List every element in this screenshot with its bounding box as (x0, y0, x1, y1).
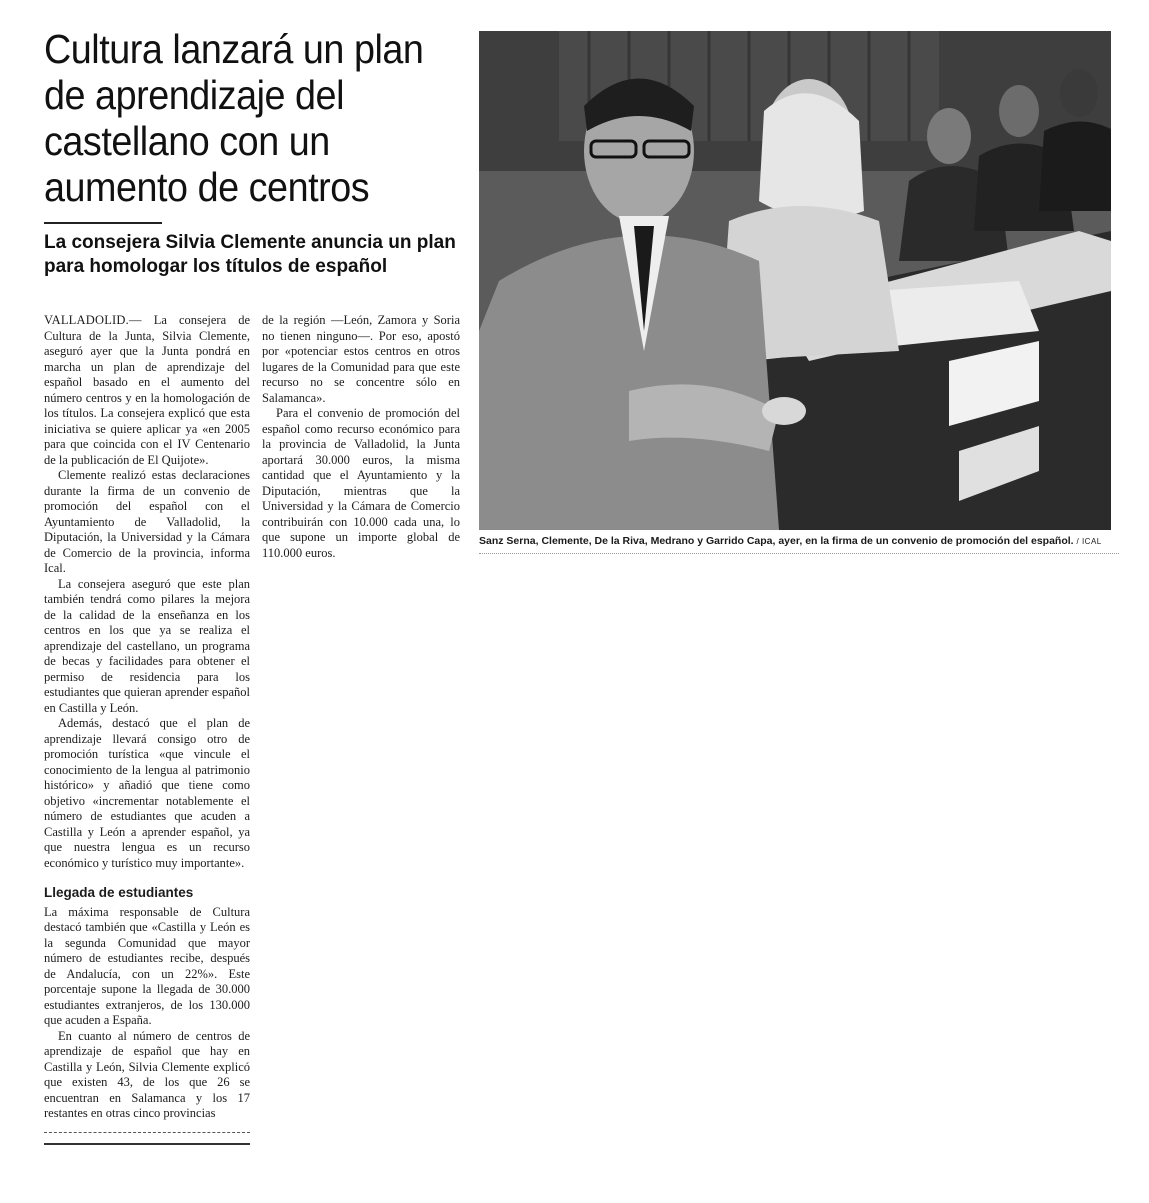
paragraph-3: La consejera aseguró que este plan también tendrá como pilares la mejora de la calidad de la enseñanza en los centros en los que ya se realiza el aprendizaje del castellano, un programa de becas y facilidades para obtener el permiso de residencia para los estudiantes que quieran aprender español en Castilla y León. (44, 576, 250, 715)
headline-divider (44, 222, 162, 224)
headline: Cultura lanzará un plan de aprendizaje del castellano con un aumento de centros (44, 26, 424, 210)
paragraph-8: Para el convenio de promoción del español como recurso económico para la provincia de Valladolid, la Junta aportará 30.000 euros, la misma cantidad que el Ayuntamiento y la Diputación, mientras que la Universidad y la Cámara de Comercio contribuirán con 10.000 cada una, lo que supone un importe global de 110.000 euros. (262, 406, 460, 560)
news-photo (479, 31, 1111, 530)
paragraph-1-text: La consejera de Cultura de la Junta, Silvia Clemente, aseguró ayer que la Junta pondrá en marcha un plan de aprendizaje del español basado en el aumento del número centros y en la homologación de los títulos. La consejera explicó que esta iniciativa se quiere aplicar ya «en 2005 para que coincida con el IV Centenario de la publicación de El Quijote». (44, 313, 250, 467)
paragraph-5: La máxima responsable de Cultura destacó también que «Castilla y León es la segunda Comunidad que mayor número de estudiantes recibe, después de Andalucía, con un 22%». Este porcentaje supone la llegada de 30.000 estudiantes extranjeros, de los 130.000 que acuden a España. (44, 904, 250, 1027)
section-heading: Llegada de estudiantes (44, 885, 194, 900)
paragraph-2: Clemente realizó estas declaraciones durante la firma de un convenio de promoción del español con el Ayuntamiento de Valladolid, la Diputación, la Universidad y la Cámara de Comercio de la provincia, informa Ical. (44, 468, 250, 575)
photo-illustration (479, 31, 1111, 530)
article-column-1 (44, 313, 250, 1122)
column-end-rule (44, 1132, 250, 1145)
photo-credit: / ICAL (1076, 537, 1102, 546)
paragraph-4: Además, destacó que el plan de aprendizaje llevará consigo otro de promoción turística «que vincule el conocimiento de la lengua al patrimonio histórico» y añadió que tiene como objetivo «incrementar notablemente el número de estudiantes que acuden a Castilla y León a aprender español, ya que nuestra lengua es un recurso económico y turístico muy importante». (44, 716, 250, 870)
photo-caption (479, 534, 1119, 549)
paragraph-1 (44, 313, 250, 468)
dateline: VALLADOLID.— (44, 313, 142, 327)
paragraph-6: En cuanto al número de centros de aprendizaje de español que hay en Castilla y León, Silvia Clemente explicó que existen 43, de los que 26 se encuentran en Salamanca y los 17 restantes en otras cinco provincias (44, 1028, 250, 1120)
paragraph-7: de la región —León, Zamora y Soria no tienen ninguno—. Por eso, apostó por «potenciar estos centros en otros lugares de la Comunidad para que este recurso no se concentre sólo en Salamanca». (262, 313, 460, 405)
caption-text: Sanz Serna, Clemente, De la Riva, Medrano y Garrido Capa, ayer, en la firma de un convenio de promoción del español. (479, 535, 1074, 547)
caption-divider (479, 553, 1119, 554)
subheadline: La consejera Silvia Clemente anuncia un plan para homologar los títulos de español (44, 232, 456, 277)
article-column-2 (262, 313, 460, 561)
